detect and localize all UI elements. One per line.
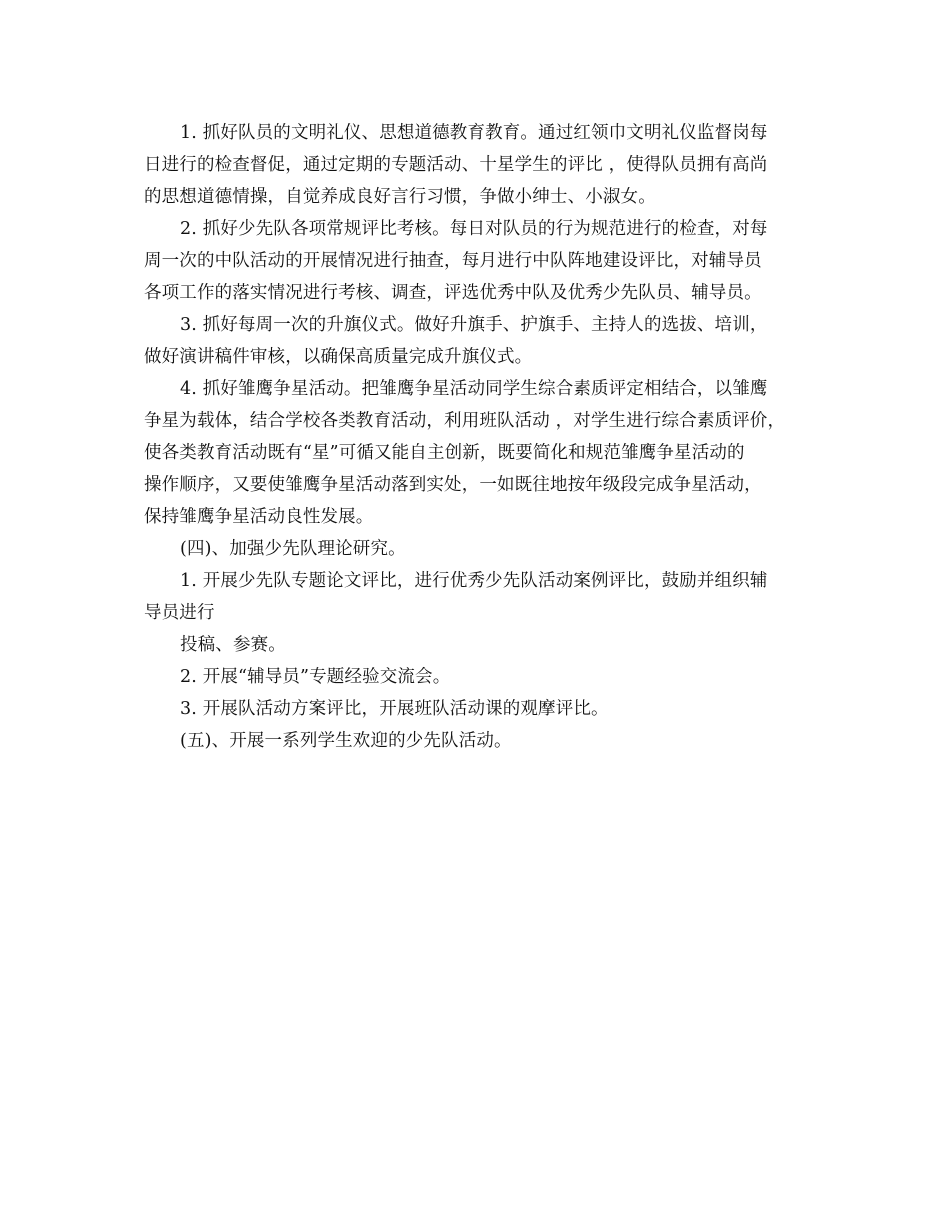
paragraph-line: 投稿、参赛。 — [180, 635, 286, 655]
paragraph-line: 保持雏鹰争星活动良性发展。 — [144, 507, 374, 527]
paragraph-line: 2. 开展“辅导员”专题经验交流会。 — [180, 667, 451, 687]
paragraph-line: 的思想道德情操，自觉养成良好言行习惯，争做小绅士、小淑女。 — [144, 187, 656, 207]
paragraph-line: 2. 抓好少先队各项常规评比考核。每日对队员的行为规范进行的检查，对每 — [180, 219, 768, 239]
section-heading: (四)、加强少先队理论研究。 — [180, 539, 406, 559]
paragraph-line: 周一次的中队活动的开展情况进行抽查，每月进行中队阵地建设评比，对辅导员 — [144, 251, 762, 271]
paragraph-line: 做好演讲稿件审核，以确保高质量完成升旗仪式。 — [144, 347, 533, 367]
document-body — [144, 117, 824, 757]
paragraph-line: 争星为载体，结合学校各类教育活动，利用班队活动 ，对学生进行综合素质评价， — [144, 411, 786, 431]
paragraph-line: 操作顺序，又要使雏鹰争星活动落到实处，一如既往地按年级段完成争星活动， — [144, 475, 762, 495]
paragraph-line: 日进行的检查督促，通过定期的专题活动、十星学生的评比 ，使得队员拥有高尚 — [144, 155, 768, 175]
paragraph-line: 1. 抓好队员的文明礼仪、思想道德教育教育。通过红领巾文明礼仪监督岗每 — [180, 123, 768, 143]
paragraph-line: 导员进行 — [144, 603, 215, 623]
paragraph-line: 4. 抓好雏鹰争星活动。把雏鹰争星活动同学生综合素质评定相结合，以雏鹰 — [180, 379, 768, 399]
section-heading: (五)、开展一系列学生欢迎的少先队活动。 — [180, 731, 512, 751]
paragraph-line: 1. 开展少先队专题论文评比，进行优秀少先队活动案例评比，鼓励并组织辅 — [180, 571, 768, 591]
paragraph-line: 3. 抓好每周一次的升旗仪式。做好升旗手、护旗手、主持人的选拔、培训， — [180, 315, 768, 335]
paragraph-line: 各项工作的落实情况进行考核、调查，评选优秀中队及优秀少先队员、辅导员。 — [144, 283, 762, 303]
paragraph-line: 使各类教育活动既有“星”可循又能自主创新，既要简化和规范雏鹰争星活动的 — [144, 443, 745, 463]
paragraph-line: 3. 开展队活动方案评比，开展班队活动课的观摩评比。 — [180, 699, 609, 719]
